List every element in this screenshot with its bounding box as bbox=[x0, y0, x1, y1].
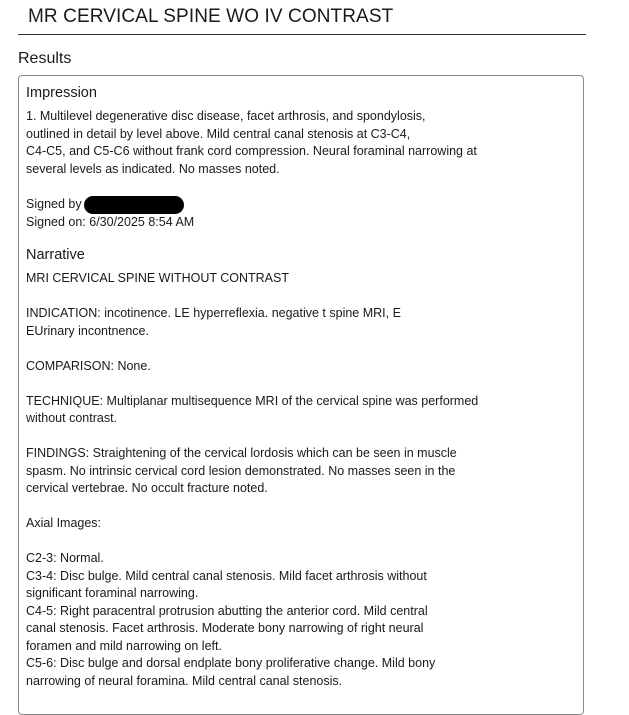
signed-by-line bbox=[26, 196, 546, 214]
level-c5-6: C5-6: Disc bulge and dorsal endplate bony proliferative change. Mild bony narrowing of neural foramina. Mild central canal stenosis. bbox=[26, 656, 436, 688]
results-heading: Results bbox=[18, 50, 72, 67]
signed-by-label: Signed by bbox=[26, 196, 82, 211]
report-title: MR CERVICAL SPINE WO IV CONTRAST bbox=[28, 6, 394, 27]
narrative-heading: Narrative bbox=[26, 247, 85, 263]
results-content bbox=[26, 84, 546, 690]
comparison-text: COMPARISON: None. bbox=[26, 358, 151, 373]
level-c3-4: C3-4: Disc bulge. Mild central canal stenosis. Mild facet arthrosis without significant foraminal narrowing. bbox=[26, 568, 427, 600]
technique-text: TECHNIQUE: Multiplanar multisequence MRI of the cervical spine was performed without contrast. bbox=[26, 393, 479, 425]
level-c4-5: C4-5: Right paracentral protrusion abutting the anterior cord. Mild central canal stenosis. Facet arthrosis. Moderate bony narrowing of right neural foramen and mild narrowing on left. bbox=[26, 603, 428, 653]
findings-text: FINDINGS: Straightening of the cervical lordosis which can be seen in muscle spasm. No intrinsic cervical cord lesion demonstrated. No masses seen in the cervical vertebrae. No occult fracture noted. bbox=[26, 446, 457, 495]
impression-heading: Impression bbox=[26, 85, 97, 101]
signed-on: Signed on: 6/30/2025 8:54 AM bbox=[26, 214, 195, 229]
impression-text: 1. Multilevel degenerative disc disease, facet arthrosis, and spondylosis, outlined in detail by level above. Mild central canal stenosis at C3-C4, C4-C5, and C5-C6 without frank cord compression. Neural foraminal narrowing at several levels as indicated. No masses noted. bbox=[26, 109, 477, 176]
title-divider bbox=[18, 34, 586, 35]
level-c2-3: C2-3: Normal. bbox=[26, 551, 104, 565]
indication-text: INDICATION: incotinence. LE hyperreflexia. negative t spine MRI, E EUrinary incontnence. bbox=[26, 306, 401, 338]
exam-name: MRI CERVICAL SPINE WITHOUT CONTRAST bbox=[26, 271, 289, 285]
axial-images-heading: Axial Images: bbox=[26, 516, 102, 530]
redacted-signer-name bbox=[84, 196, 184, 214]
